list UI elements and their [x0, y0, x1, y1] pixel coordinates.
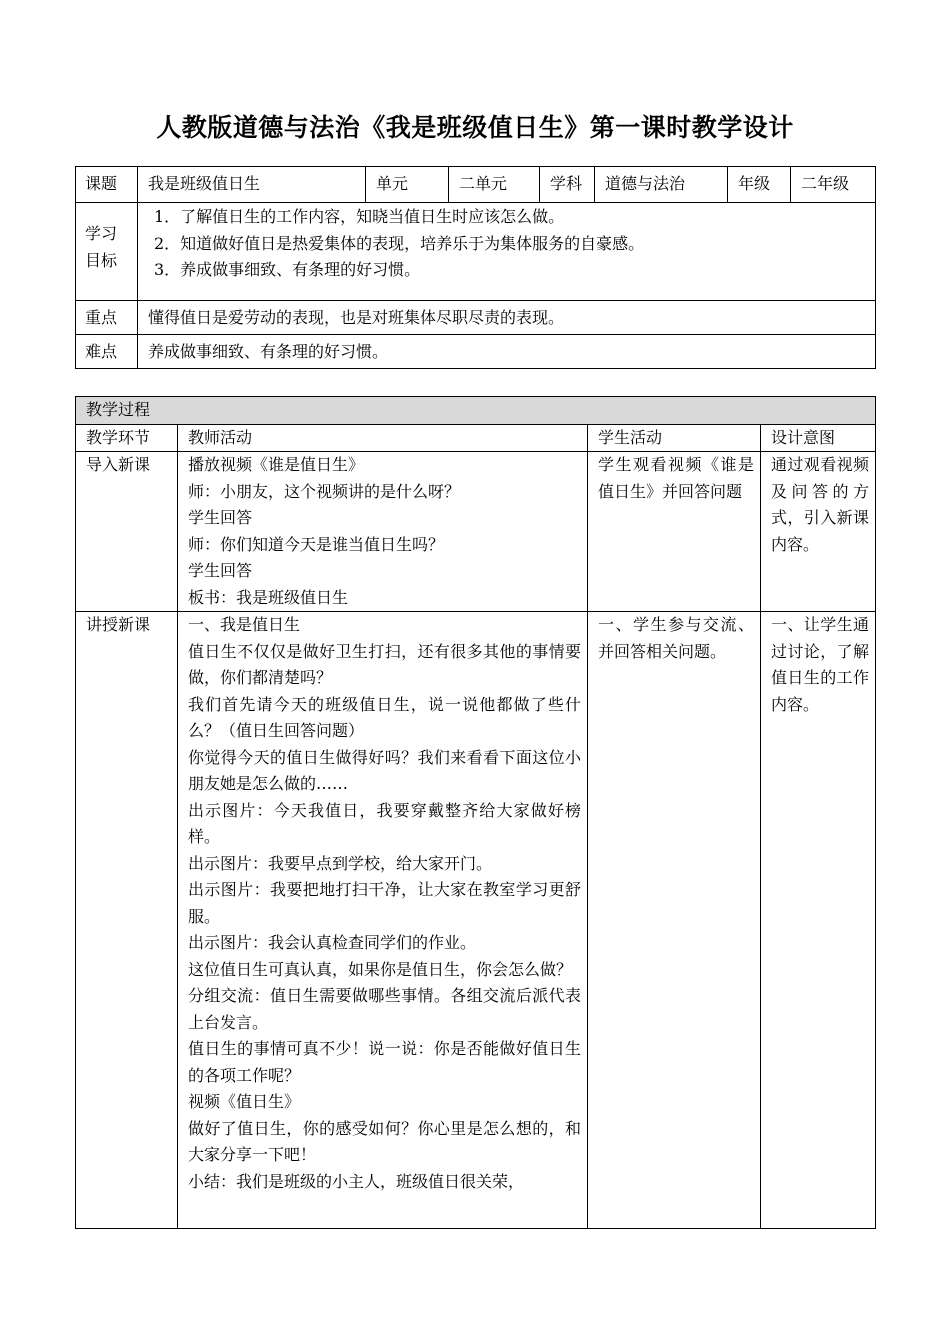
process-header-row	[76, 424, 876, 452]
header-teacher: 教师活动	[178, 424, 588, 452]
teacher-line: 视频《值日生》	[188, 1092, 301, 1111]
teacher-line: 做好了值日生，你的感受如何？你心里是怎么想的，和大家分享一下吧！	[188, 1118, 581, 1164]
goals-label-line-1: 学习	[85, 224, 118, 243]
process-section-title: 教学过程	[76, 397, 876, 425]
process-row-new-lesson	[76, 612, 876, 1229]
teacher-line: 出示图片：我要早点到学校，给大家开门。	[188, 853, 493, 873]
teacher-line: 一、我是值日生	[188, 615, 301, 634]
unit-label: 单元	[366, 167, 449, 203]
student-activity-cell: 学生观看视频《谁是值日生》并回答问题	[588, 452, 761, 612]
teacher-line: 出示图片：我会认真检查同学们的作业。	[188, 933, 477, 952]
header-stage: 教学环节	[76, 424, 178, 452]
goal-item: 2．知道做好值日是热爱集体的表现，培养乐于为集体服务的自豪感。	[154, 233, 645, 253]
goals-label	[76, 203, 138, 301]
stage-cell: 讲授新课	[76, 612, 178, 1229]
topic-label: 课题	[76, 167, 138, 203]
student-activity-cell: 一、学生参与交流、并回答相关问题。	[588, 612, 761, 1229]
teacher-line: 你觉得今天的值日生做得好吗？我们来看看下面这位小朋友她是怎么做的……	[188, 747, 581, 793]
teacher-line: 小结：我们是班级的小主人，班级值日很关荣，	[188, 1171, 525, 1191]
teacher-activity-cell	[178, 612, 588, 1229]
header-student: 学生活动	[588, 424, 761, 452]
document-title: 人教版道德与法治《我是班级值日生》第一课时教学设计	[156, 113, 794, 142]
subject-value: 道德与法治	[595, 167, 728, 203]
difficulty-label: 难点	[76, 335, 138, 369]
info-row-key	[76, 301, 876, 335]
process-row-intro	[76, 452, 876, 612]
teacher-line: 这位值日生可真认真，如果你是值日生，你会怎么做？	[188, 959, 573, 979]
teaching-process-table	[75, 396, 876, 1229]
info-row-difficulty	[76, 335, 876, 369]
process-title-row	[76, 397, 876, 425]
info-row-goals	[76, 203, 876, 301]
teacher-line: 师：你们知道今天是谁当值日生吗？	[188, 534, 445, 554]
teacher-line: 我们首先请今天的班级值日生，说一说他都做了些什么？（值日生回答问题）	[188, 694, 581, 740]
goals-list	[138, 203, 876, 301]
grade-value: 二年级	[791, 167, 876, 203]
design-intent-cell: 通过观看视频及问答的方式，引入新课内容。	[761, 452, 876, 612]
teacher-line: 师：小朋友，这个视频讲的是什么呀？	[188, 481, 461, 501]
teacher-line: 分组交流：值日生需要做哪些事情。各组交流后派代表上台发言。	[188, 986, 581, 1032]
lesson-info-table	[75, 166, 876, 369]
teacher-activity-cell	[178, 452, 588, 612]
difficulty-value: 养成做事细致、有条理的好习惯。	[138, 335, 876, 369]
teacher-line: 值日生不仅仅是做好卫生打扫，还有很多其他的事情要做，你们都清楚吗？	[188, 641, 581, 687]
goals-label-line-2: 目标	[85, 250, 118, 270]
unit-value: 二单元	[449, 167, 540, 203]
teacher-line: 出示图片：今天我值日，我要穿戴整齐给大家做好榜样。	[188, 800, 581, 846]
goal-item: 3．养成做事细致、有条理的好习惯。	[154, 260, 421, 279]
teacher-line: 学生回答	[188, 561, 253, 580]
teacher-line: 值日生的事情可真不少！说一说：你是否能做好值日生的各项工作呢？	[188, 1039, 581, 1085]
teacher-line: 板书：我是班级值日生	[188, 587, 349, 607]
teacher-line: 播放视频《谁是值日生》	[188, 455, 365, 474]
key-value: 懂得值日是爱劳动的表现，也是对班集体尽职尽责的表现。	[138, 301, 876, 335]
stage-cell: 导入新课	[76, 452, 178, 612]
topic-value: 我是班级值日生	[138, 167, 366, 203]
subject-label: 学科	[540, 167, 595, 203]
info-row-topic	[76, 167, 876, 203]
design-intent-cell: 一、让学生通过讨论，了解值日生的工作内容。	[761, 612, 876, 1229]
teacher-line: 出示图片：我要把地打扫干净，让大家在教室学习更舒服。	[188, 880, 581, 926]
key-label: 重点	[76, 301, 138, 335]
grade-label: 年级	[728, 167, 791, 203]
teacher-line: 学生回答	[188, 508, 253, 527]
goal-item: 1．了解值日生的工作内容，知晓当值日生时应该怎么做。	[154, 207, 565, 226]
header-intent: 设计意图	[761, 424, 876, 452]
